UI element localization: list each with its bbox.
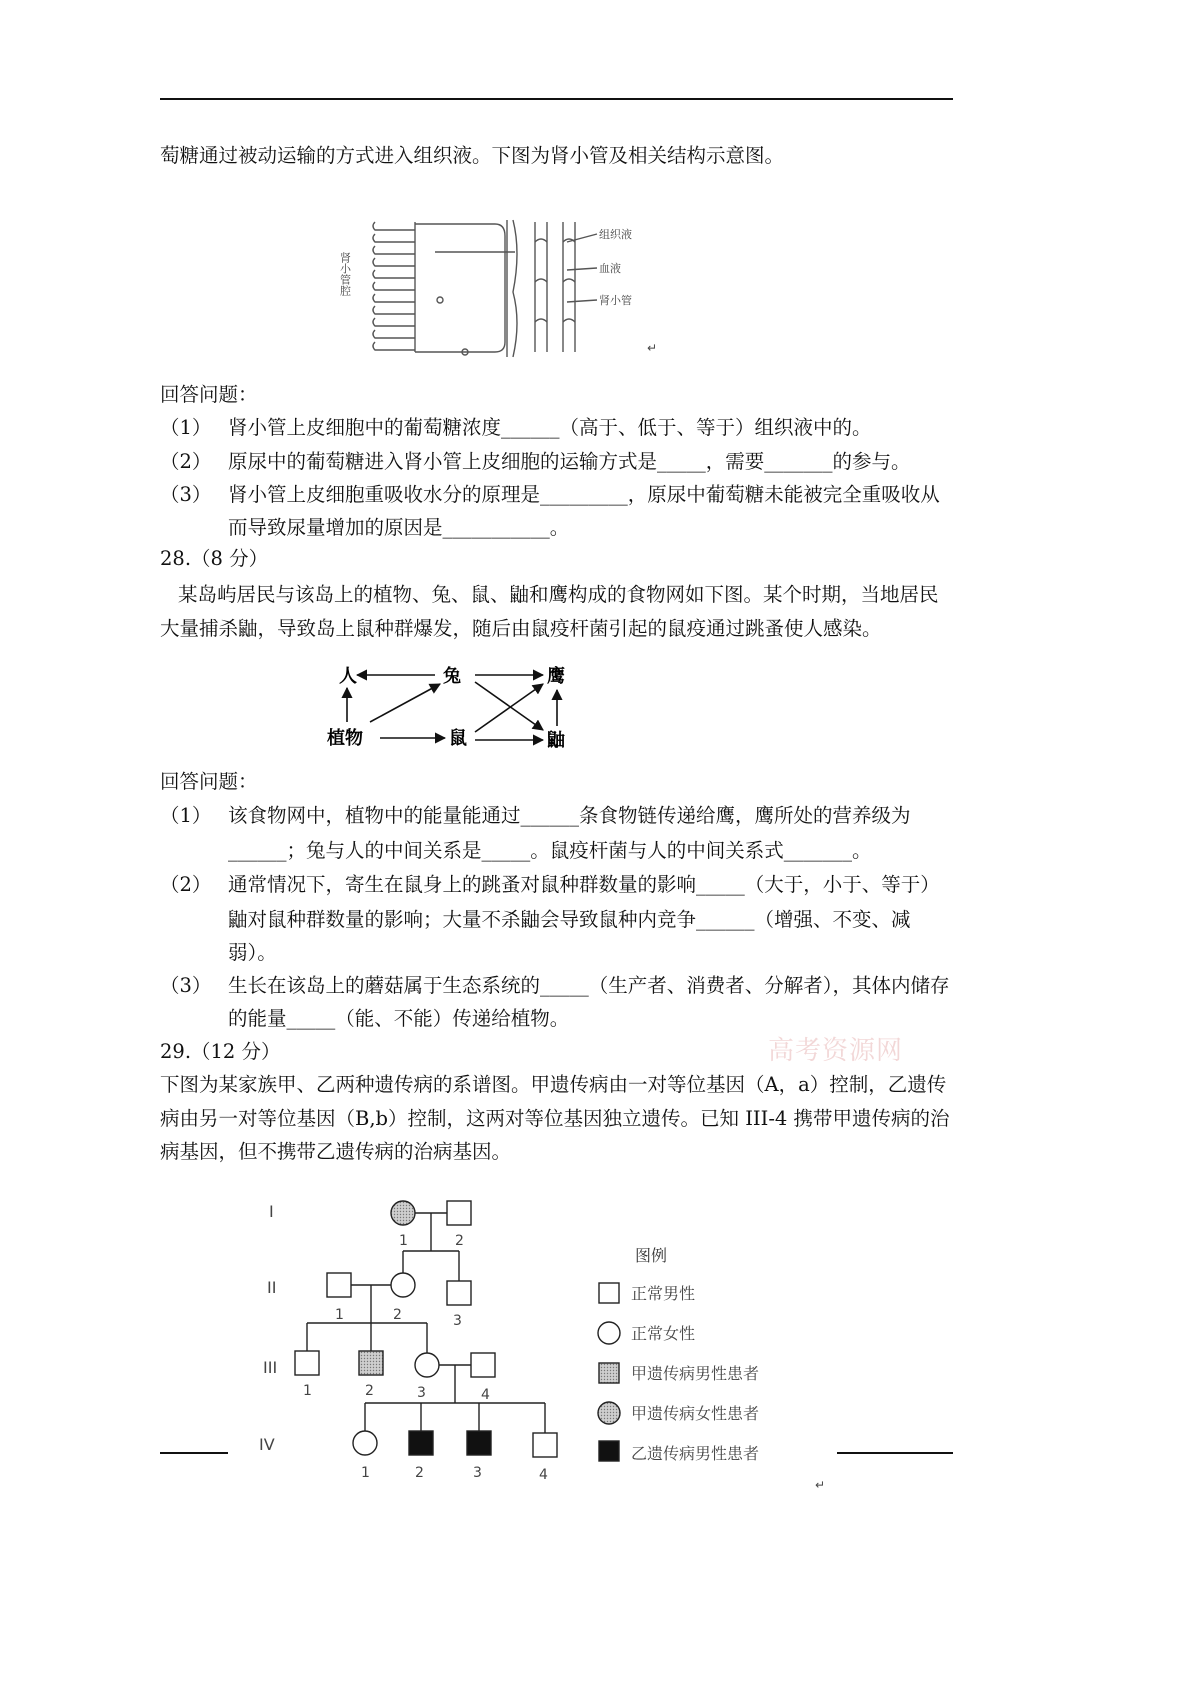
person-ii-1 — [327, 1273, 351, 1297]
q29-stem-2: 病由另一对等位基因（B,b）控制，这两对等位基因独立遗传。已知 III-4 携带甲遗传病的治 — [160, 1107, 950, 1130]
foodweb-node-eagle: 鹰 — [547, 666, 565, 687]
q28-item-2-text-2: 鼬对鼠种群数量的影响；大量不杀鼬会导致鼠种内竞争______（增强、不变、减 — [228, 908, 911, 931]
legend-a-male-symbol — [599, 1363, 619, 1383]
kidney-label-tissue-fluid: 组织液 — [599, 228, 632, 241]
person-iv-3 — [467, 1431, 491, 1455]
num-iv-4: 4 — [539, 1467, 548, 1483]
legend-title: 图例 — [635, 1246, 668, 1265]
food-web-diagram — [325, 660, 585, 752]
person-i-2 — [447, 1201, 471, 1225]
q27-item-1-num: （1） — [160, 416, 212, 439]
pedigree-return-mark: ↵ — [815, 1478, 826, 1492]
person-ii-3 — [447, 1281, 471, 1305]
q28-stem-2: 大量捕杀鼬，导致岛上鼠种群爆发，随后由鼠疫杆菌引起的鼠疫通过跳蚤使人感染。 — [160, 617, 882, 640]
legend-normal-male-symbol — [599, 1283, 619, 1303]
person-iii-4 — [471, 1353, 495, 1377]
intro-text: 萄糖通过被动运输的方式进入组织液。下图为肾小管及相关结构示意图。 — [160, 144, 785, 167]
kidney-tubule-figure — [335, 212, 665, 362]
person-i-1 — [391, 1201, 415, 1225]
person-iv-2 — [409, 1431, 433, 1455]
legend-normal-female-symbol — [598, 1322, 620, 1344]
q27-item-3-text-2: 而导致尿量增加的原因是___________。 — [228, 516, 570, 539]
q28-item-2-text-1: 通常情况下，寄生在鼠身上的跳蚤对鼠种群数量的影响_____（大于，小于、等于） — [228, 873, 940, 896]
pedigree-chart — [255, 1195, 830, 1495]
q27-item-2-text: 原尿中的葡萄糖进入肾小管上皮细胞的运输方式是_____，需要_______的参与。 — [228, 450, 911, 473]
num-iv-3: 3 — [473, 1465, 482, 1481]
legend-normal-female-label: 正常女性 — [631, 1324, 696, 1343]
generation-iii: III — [263, 1358, 278, 1377]
q27-item-1-text: 肾小管上皮细胞中的葡萄糖浓度______（高于、低于、等于）组织液中的。 — [228, 416, 872, 439]
q27-item-2-num: （2） — [160, 450, 212, 473]
legend-b-male-label: 乙遗传病男性患者 — [631, 1444, 760, 1463]
legend-a-female-symbol — [598, 1402, 620, 1424]
legend-b-male-symbol — [599, 1441, 619, 1461]
q28-item-1-text-1: 该食物网中，植物中的能量能通过______条食物链传递给鹰，鹰所处的营养级为 — [228, 804, 911, 827]
foodweb-node-rabbit: 兔 — [443, 666, 461, 687]
generation-i: I — [269, 1202, 274, 1221]
q29-stem-3: 病基因，但不携带乙遗传病的治病基因。 — [160, 1140, 512, 1163]
person-iv-4 — [533, 1433, 557, 1457]
q28-item-2-text-3: 弱）。 — [228, 941, 277, 964]
q28-item-3-text-2: 的能量_____（能、不能）传递给植物。 — [228, 1007, 570, 1030]
legend-a-male-label: 甲遗传病男性患者 — [631, 1364, 760, 1383]
num-ii-1: 1 — [335, 1307, 344, 1323]
kidney-label-blood: 血液 — [599, 262, 621, 275]
foodweb-node-mouse: 鼠 — [449, 728, 467, 749]
q28-heading: 28.（8 分） — [160, 547, 269, 570]
foodweb-node-weasel: 鼬 — [547, 730, 565, 751]
q27-answer-intro: 回答问题： — [160, 383, 258, 406]
kidney-label-tubule: 肾小管 — [599, 294, 632, 307]
kidney-return-mark: ↵ — [647, 341, 658, 355]
person-iv-1 — [353, 1431, 377, 1455]
q28-item-3-text-1: 生长在该岛上的蘑菇属于生态系统的_____（生产者、消费者、分解者），其体内储存 — [228, 974, 950, 997]
num-iii-1: 1 — [303, 1383, 312, 1399]
num-iv-1: 1 — [361, 1465, 370, 1481]
num-i-1: 1 — [399, 1233, 408, 1249]
kidney-side-label: 肾小管腔 — [338, 252, 352, 296]
num-iv-2: 2 — [415, 1465, 424, 1481]
person-ii-2 — [391, 1273, 415, 1297]
footer-rule-left — [160, 1452, 228, 1454]
q29-stem-1: 下图为某家族甲、乙两种遗传病的系谱图。甲遗传病由一对等位基因（A，a）控制，乙遗传 — [160, 1073, 947, 1096]
q29-heading: 29.（12 分） — [160, 1040, 281, 1063]
num-iii-2: 2 — [365, 1383, 374, 1399]
header-rule — [160, 98, 953, 100]
num-ii-3: 3 — [453, 1313, 462, 1329]
person-iii-3 — [415, 1353, 439, 1377]
q27-item-3-num: （3） — [160, 483, 212, 506]
legend-a-female-label: 甲遗传病女性患者 — [631, 1404, 760, 1423]
q28-answer-intro: 回答问题： — [160, 770, 258, 793]
person-iii-1 — [295, 1351, 319, 1375]
num-i-2: 2 — [455, 1233, 464, 1249]
q28-item-2-num: （2） — [160, 873, 212, 896]
foodweb-node-human: 人 — [339, 666, 357, 687]
footer-rule-right — [837, 1452, 953, 1454]
num-iii-3: 3 — [417, 1385, 426, 1401]
q28-stem-1: 某岛屿居民与该岛上的植物、兔、鼠、鼬和鹰构成的食物网如下图。某个时期，当地居民 — [178, 583, 939, 606]
q28-item-1-num: （1） — [160, 804, 212, 827]
watermark: 高考资源网 — [768, 1036, 904, 1066]
person-iii-2 — [359, 1351, 383, 1375]
num-ii-2: 2 — [393, 1307, 402, 1323]
generation-iv: IV — [259, 1435, 275, 1454]
q28-item-3-num: （3） — [160, 974, 212, 997]
legend-normal-male-label: 正常男性 — [631, 1284, 696, 1303]
q27-item-3-text-1: 肾小管上皮细胞重吸收水分的原理是_________，原尿中葡萄糖未能被完全重吸收从 — [228, 483, 940, 506]
num-iii-4: 4 — [481, 1387, 490, 1403]
foodweb-node-plant: 植物 — [327, 728, 363, 749]
q28-item-1-text-2: ______；兔与人的中间关系是_____。鼠疫杆菌与人的中间关系式_______。 — [228, 839, 872, 862]
generation-ii: II — [267, 1278, 277, 1297]
